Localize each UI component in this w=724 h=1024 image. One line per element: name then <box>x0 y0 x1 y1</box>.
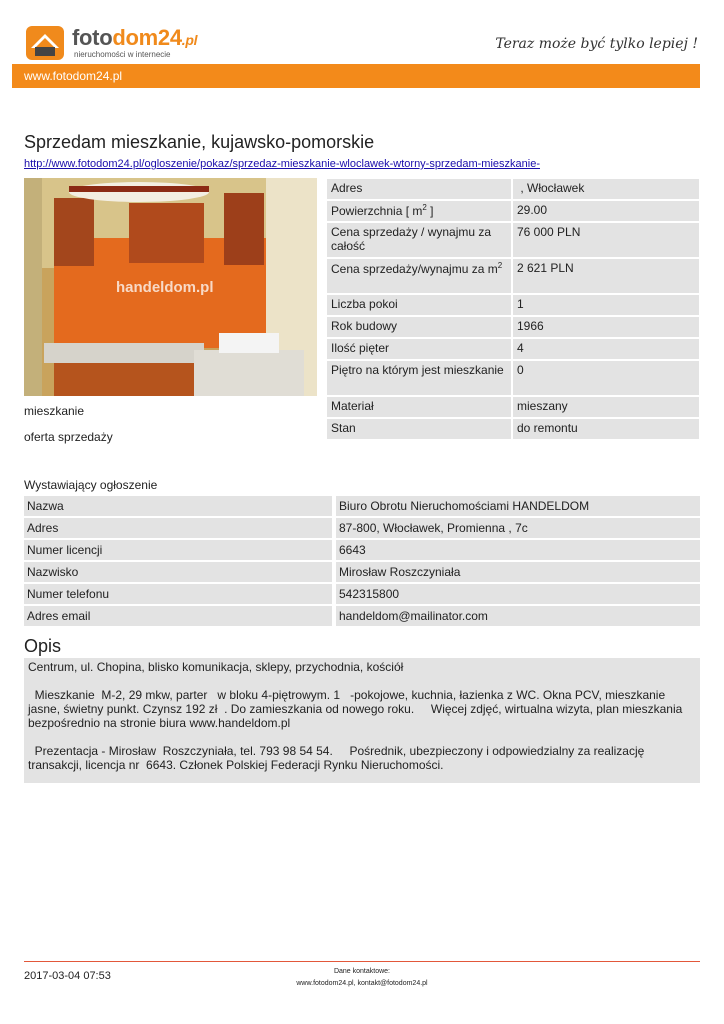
advertiser-value: 6643 <box>332 540 700 560</box>
advertiser-label: Adres <box>24 518 332 538</box>
details-value: 76 000 PLN <box>511 223 699 257</box>
page-header <box>0 0 724 64</box>
details-row-total-price <box>327 223 699 257</box>
details-label: Rok budowy <box>327 317 511 337</box>
details-value: mieszany <box>511 397 699 417</box>
details-label: Adres <box>327 179 511 199</box>
advertiser-row-name <box>24 496 700 516</box>
advertiser-row-surname <box>24 562 700 582</box>
logo-wordmark: fotodom24.pl <box>72 25 198 50</box>
advertiser-value: Biuro Obrotu Nieruchomościami HANDELDOM <box>332 496 700 516</box>
photo-watermark: handeldom.pl <box>116 279 214 296</box>
advertiser-label: Nazwa <box>24 496 332 516</box>
details-value: 0 <box>511 361 699 395</box>
description-paragraph: Centrum, ul. Chopina, blisko komunikacja, sklepy, przychodnia, kościół <box>28 660 404 674</box>
details-value: 1 <box>511 295 699 315</box>
details-value: 2 621 PLN <box>511 259 699 293</box>
advertiser-label: Adres email <box>24 606 332 626</box>
site-url-bar <box>12 64 700 88</box>
advertiser-section-title: Wystawiający ogłoszenie <box>24 478 158 492</box>
advertiser-row-address <box>24 518 700 538</box>
logo-tagline: nieruchomości w internecie <box>74 50 171 59</box>
details-label: Cena sprzedaży/wynajmu za $m^2$ <box>327 259 511 293</box>
details-row-build-year <box>327 317 699 337</box>
details-row-floor <box>327 361 699 395</box>
details-label: Cena sprzedaży / wynajmu za całość <box>327 223 511 257</box>
listing-title: Sprzedam mieszkanie, kujawsko-pomorskie <box>24 132 375 152</box>
slogan: Teraz może być tylko lepiej ! <box>495 36 698 52</box>
description-paragraph: Mieszkanie M-2, 29 mkw, parter w bloku 4-piętrowym. 1 -pokojowe, kuchnia, łazienka z WC. Okna PCV, mieszkanie jasne, świetny punkt. Czynsz 192 zł . Do zamieszkania od nowego roku. Więcej zdjęć, wirtualna wizyta, plan mieszkania bezpośrednio na stronie biura www.handeldom.pl <box>28 688 686 730</box>
details-label: Ilość pięter <box>327 339 511 359</box>
details-row-condition <box>327 419 699 439</box>
details-value: 4 <box>511 339 699 359</box>
details-row-floors <box>327 339 699 359</box>
advertiser-label: Numer licencji <box>24 540 332 560</box>
details-row-material <box>327 397 699 417</box>
details-value: 29.00 <box>511 201 699 221</box>
advertiser-row-license <box>24 540 700 560</box>
details-value: 1966 <box>511 317 699 337</box>
listing-url-link[interactable]: http://www.fotodom24.pl/ogloszenie/pokaz/sprzedaz-mieszkanie-wloclawek-wtorny-sprzedam-mieszkanie- <box>24 158 540 170</box>
footer-contact-label: Dane kontaktowe: <box>333 968 391 975</box>
details-value: , Włocławek <box>511 179 699 199</box>
advertiser-table <box>24 494 700 628</box>
listing-photo <box>24 178 317 396</box>
property-type: mieszkanie <box>24 404 85 418</box>
advertiser-value: 87-800, Włocławek, Promienna , 7c <box>332 518 700 538</box>
details-label: Materiał <box>327 397 511 417</box>
description-box <box>24 658 700 783</box>
advertiser-label: Nazwisko <box>24 562 332 582</box>
offer-type: oferta sprzedaży <box>24 430 113 444</box>
house-logo-icon <box>24 22 66 62</box>
advertiser-row-phone <box>24 584 700 604</box>
advertiser-value: Mirosław Roszczyniała <box>332 562 700 582</box>
details-label: Piętro na którym jest mieszkanie <box>327 361 511 395</box>
details-label: Liczba pokoi <box>327 295 511 315</box>
details-table <box>327 177 699 441</box>
footer-date: 2017-03-04 07:53 <box>24 970 111 982</box>
advertiser-value: handeldom@mailinator.com <box>332 606 700 626</box>
footer-contact <box>0 966 724 990</box>
details-row-rooms <box>327 295 699 315</box>
details-row-price-per-m2 <box>327 259 699 293</box>
details-row-address <box>327 179 699 199</box>
details-row-area <box>327 201 699 221</box>
details-label: Stan <box>327 419 511 439</box>
description-paragraph: Prezentacja - Mirosław Roszczyniała, tel. 793 98 54 54. Pośrednik, ubezpieczony i odpowiedzialny za realizację transakcji, licencja nr 6643. Członek Polskiej Federacji Rynku Nieruchomości. <box>28 744 648 772</box>
advertiser-label: Numer telefonu <box>24 584 332 604</box>
footer-contact-line[interactable]: www.fotodom24.pl, kontakt@fotodom24.pl <box>296 980 428 987</box>
footer-divider <box>24 961 700 962</box>
details-value: do remontu <box>511 419 699 439</box>
description-title: Opis <box>24 636 62 656</box>
site-url-link[interactable]: www.fotodom24.pl <box>24 69 123 83</box>
advertiser-row-email <box>24 606 700 626</box>
advertiser-value: 542315800 <box>332 584 700 604</box>
details-label: Powierzchnia [ $m^2$ ] <box>327 201 511 221</box>
